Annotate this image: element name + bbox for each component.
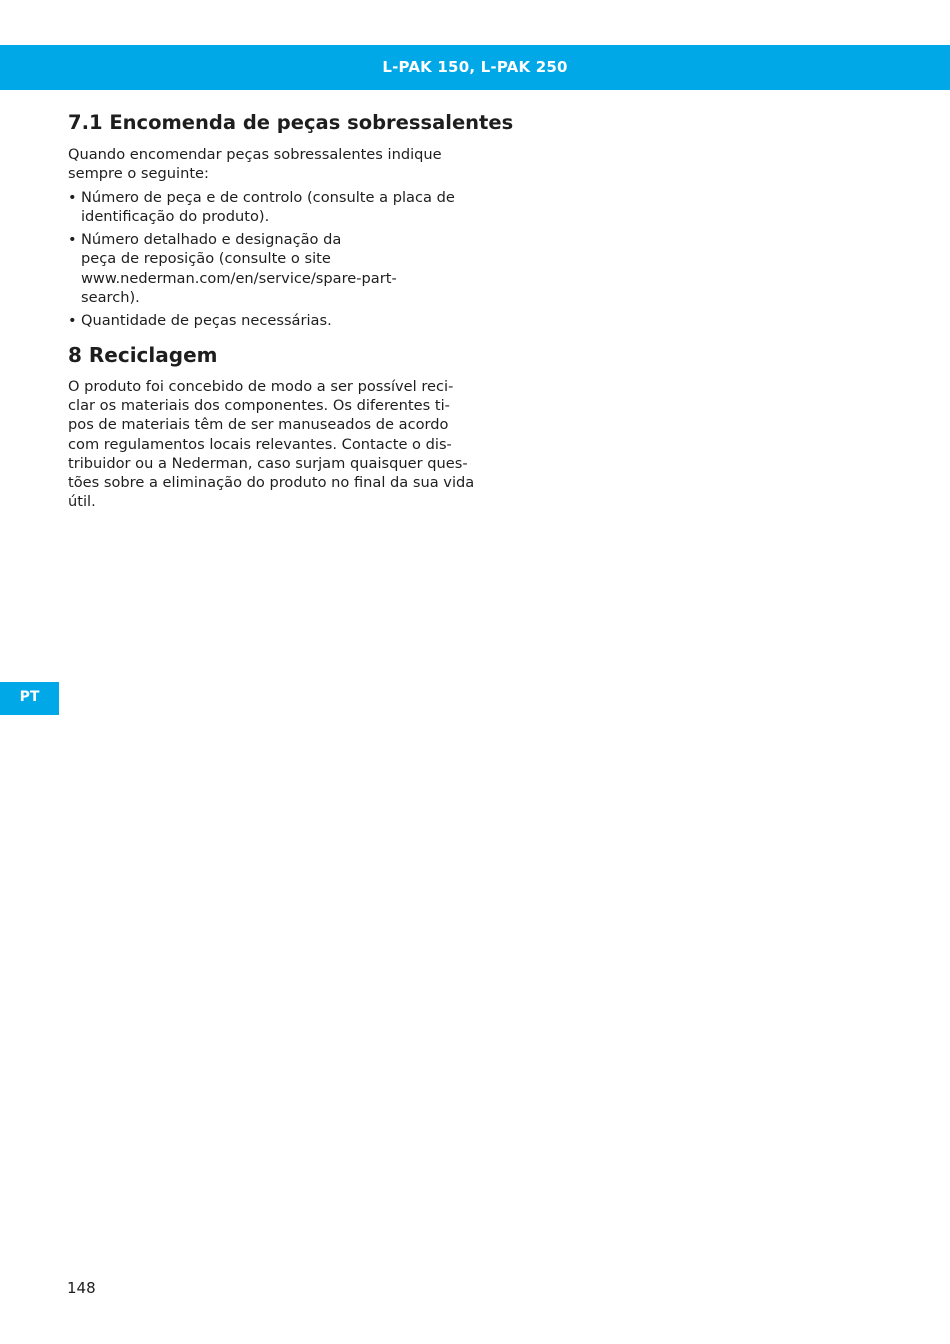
list-item [68, 311, 468, 330]
page-number: 148 [67, 1279, 96, 1297]
intro-line: Quando encomendar peças sobressalentes indique [68, 146, 442, 163]
intro-line: sempre o seguinte: [68, 165, 209, 183]
body-line: com regulamentos locais relevantes. Contacte o dis- [68, 435, 452, 453]
list-item-line: Quantidade de peças necessárias. [81, 312, 332, 330]
body-line: útil. [68, 493, 96, 511]
bullet-dot: • [68, 188, 77, 206]
header-band [0, 45, 950, 90]
section-7-1-heading: 7.1 Encomenda de peças sobressalentes [68, 111, 514, 134]
spare-parts-list [68, 188, 468, 331]
section-8-body [68, 377, 475, 512]
body-line: O produto foi concebido de modo a ser possível reci- [68, 377, 454, 395]
list-item-line: peça de reposição (consulte o site [81, 250, 331, 268]
section-8-heading: 8 Reciclagem [68, 342, 218, 367]
list-item-line: www.nederman.com/en/service/spare-part- [81, 269, 397, 287]
body-line: clar os materiais dos componentes. Os diferentes ti- [68, 396, 450, 414]
list-item-line: Número de peça e de controlo (consulte a placa de [81, 188, 455, 206]
body-line: pos de materiais têm de ser manuseados de acordo [68, 416, 449, 434]
bullet-dot: • [68, 231, 77, 249]
section-7-1-intro [68, 145, 468, 184]
list-item [68, 230, 468, 307]
language-tab: PT [0, 682, 59, 715]
list-item-line: Número detalhado e designação da [81, 231, 342, 249]
bullet-dot: • [68, 312, 77, 330]
list-item-line: identificação do produto). [81, 207, 270, 225]
document-title: L-PAK 150, L-PAK 250 [382, 58, 568, 76]
list-item [68, 188, 468, 227]
main-content [68, 110, 514, 512]
body-line: tões sobre a eliminação do produto no final da sua vida [68, 474, 475, 492]
list-item-line: search). [81, 289, 140, 307]
body-line: tribuidor ou a Nederman, caso surjam quaisquer ques- [68, 454, 468, 472]
